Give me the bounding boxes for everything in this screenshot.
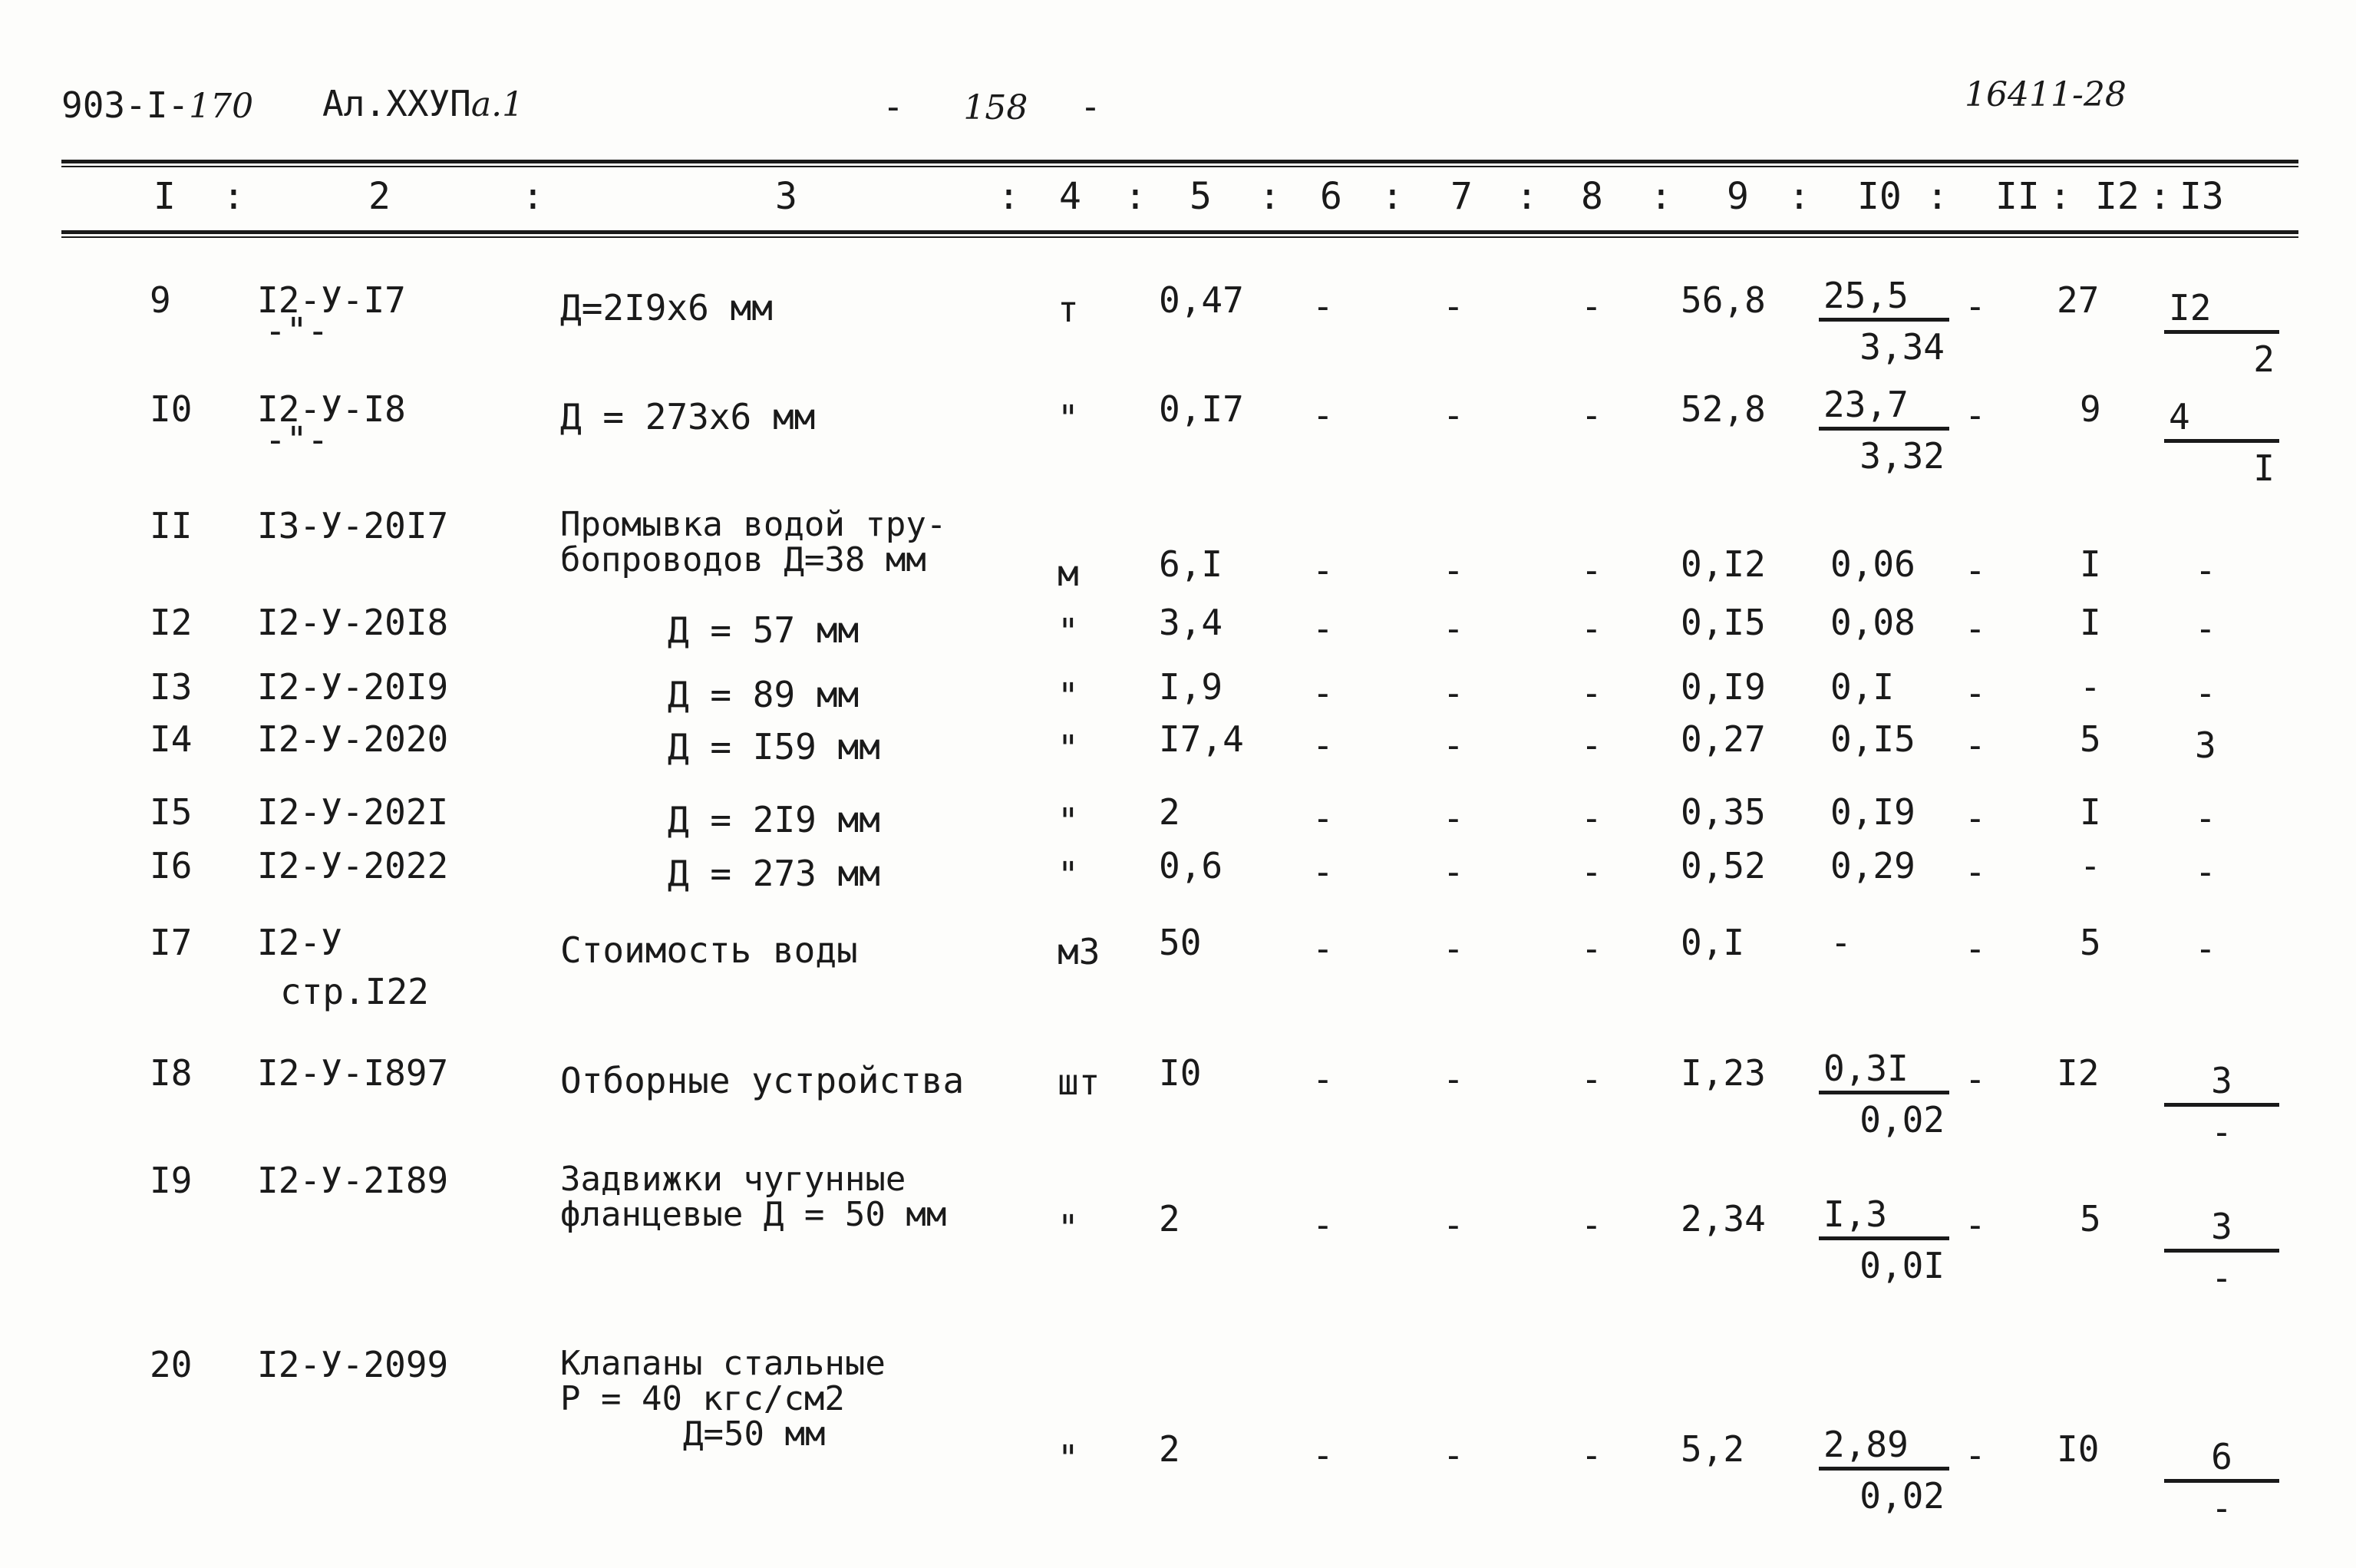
row-col10-fraction	[1819, 1193, 1949, 1286]
row-number: I8	[150, 1052, 193, 1094]
row-unit: "	[1058, 611, 1079, 652]
column-separator: :	[1926, 175, 1948, 218]
row-code: I2-У-20I8	[257, 602, 449, 643]
row-code: I2-У-I8	[257, 388, 406, 430]
row-unit: "	[1058, 1438, 1079, 1479]
row-col6: -	[1312, 928, 1334, 969]
top-rule-secondary	[61, 166, 2298, 167]
row-col10-fraction-denominator: 3,34	[1859, 326, 1945, 368]
row-col7: -	[1443, 550, 1464, 591]
row-col7: -	[1443, 608, 1464, 649]
column-header-1: I	[153, 175, 176, 218]
row-col10: 0,I9	[1830, 791, 1915, 833]
row-col10-fraction	[1819, 1424, 1949, 1517]
row-col11: -	[1965, 394, 1986, 436]
row-col8: -	[1581, 725, 1602, 766]
row-col12: -	[2080, 666, 2101, 708]
row-unit: м3	[1058, 931, 1100, 972]
row-description: Д=2I9х6 мм	[560, 287, 773, 328]
row-number: I2	[150, 602, 193, 643]
row-col7: -	[1443, 851, 1464, 893]
row-col6: -	[1312, 797, 1334, 839]
row-quantity: 3,4	[1159, 602, 1223, 643]
column-header-4: 4	[1059, 175, 1081, 218]
row-description: Отборные устройства	[560, 1060, 965, 1101]
row-code: I2-У-202I	[257, 791, 449, 833]
column-header-11: II	[1995, 175, 2040, 218]
column-separator: :	[1259, 175, 1281, 218]
row-col9: 56,8	[1681, 279, 1766, 321]
row-col13-fraction-denominator: -	[2211, 1111, 2232, 1153]
row-col13: -	[2195, 608, 2216, 649]
row-col13: -	[2195, 797, 2216, 839]
column-header-2: 2	[368, 175, 391, 218]
row-quantity: 50	[1159, 922, 1202, 963]
row-number: 9	[150, 279, 171, 321]
row-col9: 5,2	[1681, 1428, 1745, 1470]
row-col10-fraction-denominator: 0,0I	[1859, 1245, 1945, 1286]
row-col7: -	[1443, 672, 1464, 714]
top-rule	[61, 160, 2298, 163]
row-number: II	[150, 505, 193, 546]
row-col8: -	[1581, 286, 1602, 327]
row-col6: -	[1312, 1434, 1334, 1476]
row-col10-fraction-denominator: 0,02	[1859, 1099, 1945, 1141]
row-quantity: 2	[1159, 791, 1180, 833]
column-header-rule-secondary	[61, 236, 2298, 238]
row-unit: "	[1058, 398, 1079, 439]
row-description: Д = 57 мм	[668, 609, 860, 651]
row-col6: -	[1312, 550, 1334, 591]
row-number: I4	[150, 718, 193, 760]
row-col9: 0,I9	[1681, 666, 1766, 708]
column-separator: :	[522, 175, 544, 218]
row-unit: м	[1058, 553, 1079, 594]
column-separator: :	[1516, 175, 1538, 218]
row-description: Задвижки чугунные	[560, 1160, 906, 1199]
row-col10-fraction	[1819, 384, 1949, 477]
row-number: I3	[150, 666, 193, 708]
row-col13-fraction-denominator: I	[2253, 447, 2275, 489]
row-col10-fraction-numerator: 2,89	[1823, 1424, 1909, 1465]
row-col7: -	[1443, 797, 1464, 839]
row-code: I2-У-I7	[257, 279, 406, 321]
row-col9: 0,I	[1681, 922, 1745, 963]
row-quantity: I0	[1159, 1052, 1202, 1094]
row-col11: -	[1965, 1434, 1986, 1476]
row-col6: -	[1312, 725, 1334, 766]
page-number-handwritten: 158	[963, 88, 1028, 127]
row-col13-fraction-denominator: -	[2211, 1487, 2232, 1529]
row-description-line2: Р = 40 кгс/см2	[560, 1379, 845, 1418]
row-description: Д = 2I9 мм	[668, 799, 880, 840]
row-col13-fraction-numerator: 4	[2169, 396, 2190, 437]
column-separator: :	[1124, 175, 1147, 218]
row-col13-fraction-numerator: 3	[2211, 1060, 2232, 1101]
row-description: Д = 273 мм	[668, 853, 880, 894]
column-header-rule	[61, 230, 2298, 234]
row-col10-fraction	[1819, 275, 1949, 368]
row-col12: 5	[2080, 1198, 2101, 1240]
row-unit: т	[1058, 289, 1079, 330]
doc-number: 903-I-	[61, 84, 190, 126]
row-col6: -	[1312, 394, 1334, 436]
row-col13-fraction-numerator: I2	[2169, 287, 2212, 328]
column-header-12: I2	[2095, 175, 2140, 218]
row-col10: 0,I	[1830, 666, 1895, 708]
row-quantity: 0,6	[1159, 845, 1223, 886]
row-description: Промывка водой тру-	[560, 505, 947, 544]
row-col8: -	[1581, 1058, 1602, 1100]
row-col13-fraction-denominator: -	[2211, 1257, 2232, 1299]
column-separator: :	[998, 175, 1020, 218]
row-col13-fraction	[2164, 287, 2279, 380]
album-text: Ал.ХХУП	[322, 83, 471, 124]
row-col11: -	[1965, 1204, 1986, 1246]
row-col12: I2	[2057, 1052, 2100, 1094]
row-description: Д = I59 мм	[668, 726, 880, 767]
row-col7: -	[1443, 1058, 1464, 1100]
column-header-3: 3	[775, 175, 797, 218]
row-quantity: 2	[1159, 1198, 1180, 1240]
row-col10-fraction-numerator: 23,7	[1823, 384, 1909, 425]
column-header-6: 6	[1320, 175, 1342, 218]
row-code-ditto: стр.I22	[280, 971, 429, 1012]
row-description: Д = 273х6 мм	[560, 396, 816, 437]
row-col7: -	[1443, 1204, 1464, 1246]
row-col9: 0,I5	[1681, 602, 1766, 643]
row-unit: шт	[1058, 1061, 1100, 1103]
row-col10: 0,29	[1830, 845, 1915, 886]
row-description: Д = 89 мм	[668, 674, 860, 715]
row-col13-fraction-numerator: 6	[2211, 1436, 2232, 1477]
row-col11: -	[1965, 851, 1986, 893]
row-description: Стоимость воды	[560, 929, 858, 971]
row-col8: -	[1581, 550, 1602, 591]
row-description: Клапаны стальные	[560, 1344, 886, 1383]
row-col6: -	[1312, 851, 1334, 893]
row-col13-fraction	[2164, 1060, 2279, 1153]
row-col8: -	[1581, 672, 1602, 714]
row-col11: -	[1965, 928, 1986, 969]
column-separator: :	[2149, 175, 2171, 218]
row-quantity: 0,47	[1159, 279, 1244, 321]
row-col7: -	[1443, 1434, 1464, 1476]
row-unit: "	[1058, 801, 1079, 842]
row-code: I2-У-I897	[257, 1052, 449, 1094]
row-col10-fraction-numerator: I,3	[1823, 1193, 1888, 1235]
doc-number-handwritten: 170	[189, 87, 254, 126]
column-header-5: 5	[1190, 175, 1212, 218]
row-code-ditto: -"-	[265, 310, 329, 352]
row-col13-fraction-numerator: 3	[2211, 1206, 2232, 1247]
row-col8: -	[1581, 797, 1602, 839]
row-col13: -	[2195, 672, 2216, 714]
row-col13: -	[2195, 851, 2216, 893]
row-description-line3: Д=50 мм	[683, 1415, 826, 1454]
album-handwritten: а.1	[470, 85, 524, 124]
row-col6: -	[1312, 1058, 1334, 1100]
row-col13-fraction	[2164, 396, 2279, 489]
row-number: I0	[150, 388, 193, 430]
row-col9: 0,52	[1681, 845, 1766, 886]
row-col6: -	[1312, 672, 1334, 714]
column-header-8: 8	[1581, 175, 1603, 218]
row-col12: I	[2080, 602, 2101, 643]
row-code: I2-У-2099	[257, 1344, 449, 1385]
row-quantity: I,9	[1159, 666, 1223, 708]
row-col9: 52,8	[1681, 388, 1766, 430]
row-col13: 3	[2195, 725, 2216, 766]
row-col13: -	[2195, 550, 2216, 591]
column-header-7: 7	[1450, 175, 1473, 218]
row-col8: -	[1581, 928, 1602, 969]
row-quantity: 0,I7	[1159, 388, 1244, 430]
column-separator: :	[1650, 175, 1672, 218]
row-col9: I,23	[1681, 1052, 1766, 1094]
column-separator: :	[1381, 175, 1404, 218]
row-col13-fraction-denominator: 2	[2253, 338, 2275, 380]
row-col12: I	[2080, 543, 2101, 585]
row-col11: -	[1965, 725, 1986, 766]
row-col12: 27	[2057, 279, 2100, 321]
row-col10-fraction-denominator: 0,02	[1859, 1475, 1945, 1517]
row-number: I6	[150, 845, 193, 886]
row-col12: 5	[2080, 718, 2101, 760]
page-dash-left: -	[883, 86, 904, 127]
row-quantity: I7,4	[1159, 718, 1244, 760]
row-col12: I0	[2057, 1428, 2100, 1470]
row-number: I9	[150, 1160, 193, 1201]
row-col13: -	[2195, 928, 2216, 969]
row-col9: 2,34	[1681, 1198, 1766, 1240]
row-quantity: 2	[1159, 1428, 1180, 1470]
document-header	[61, 84, 253, 126]
row-col11: -	[1965, 672, 1986, 714]
row-code: I2-У-2022	[257, 845, 449, 886]
page-dash-right: -	[1080, 86, 1101, 127]
row-code: I2-У-20I9	[257, 666, 449, 708]
row-description-line2: фланцевые Д = 50 мм	[560, 1195, 947, 1234]
row-col12: -	[2080, 845, 2101, 886]
row-code: I2-У-2I89	[257, 1160, 449, 1201]
row-col8: -	[1581, 608, 1602, 649]
row-col8: -	[1581, 1434, 1602, 1476]
row-col7: -	[1443, 286, 1464, 327]
row-number: I5	[150, 791, 193, 833]
column-separator: :	[1788, 175, 1810, 218]
row-col7: -	[1443, 725, 1464, 766]
row-number: 20	[150, 1344, 193, 1385]
row-col8: -	[1581, 394, 1602, 436]
column-header-9: 9	[1727, 175, 1749, 218]
row-code-ditto: -"-	[265, 419, 329, 460]
row-col13-fraction	[2164, 1206, 2279, 1299]
album-label	[322, 83, 523, 124]
row-col9: 0,35	[1681, 791, 1766, 833]
row-col12: I	[2080, 791, 2101, 833]
row-number: I7	[150, 922, 193, 963]
row-code: I2-У-2020	[257, 718, 449, 760]
row-col11: -	[1965, 797, 1986, 839]
row-code: I2-У	[257, 922, 342, 963]
row-description-line2: бопроводов Д=38 мм	[560, 540, 926, 579]
column-separator: :	[223, 175, 245, 218]
row-unit: "	[1058, 728, 1079, 769]
row-col7: -	[1443, 928, 1464, 969]
row-col11: -	[1965, 286, 1986, 327]
row-unit: "	[1058, 1207, 1079, 1249]
row-col10: 0,08	[1830, 602, 1915, 643]
row-col9: 0,I2	[1681, 543, 1766, 585]
row-col10-fraction-numerator: 0,3I	[1823, 1048, 1909, 1089]
row-col10-fraction-numerator: 25,5	[1823, 275, 1909, 316]
row-col7: -	[1443, 394, 1464, 436]
row-col10: -	[1830, 922, 1852, 963]
row-col10: 0,I5	[1830, 718, 1915, 760]
row-unit: "	[1058, 675, 1079, 717]
row-col9: 0,27	[1681, 718, 1766, 760]
corner-stamp-handwritten: 16411-28	[1965, 75, 2127, 114]
column-header-13: I3	[2179, 175, 2224, 218]
row-col6: -	[1312, 286, 1334, 327]
row-col11: -	[1965, 1058, 1986, 1100]
row-code: I3-У-20I7	[257, 505, 449, 546]
row-col6: -	[1312, 608, 1334, 649]
row-col10: 0,06	[1830, 543, 1915, 585]
column-header-10: I0	[1857, 175, 1902, 218]
row-col10-fraction-denominator: 3,32	[1859, 435, 1945, 477]
row-col8: -	[1581, 1204, 1602, 1246]
row-unit: "	[1058, 854, 1079, 896]
page-number	[883, 86, 1101, 127]
row-col13-fraction	[2164, 1436, 2279, 1529]
row-col10-fraction	[1819, 1048, 1949, 1141]
row-col12: 5	[2080, 922, 2101, 963]
row-col12: 9	[2080, 388, 2101, 430]
column-separator: :	[2049, 175, 2071, 218]
row-col11: -	[1965, 550, 1986, 591]
row-col11: -	[1965, 608, 1986, 649]
row-col6: -	[1312, 1204, 1334, 1246]
row-col8: -	[1581, 851, 1602, 893]
row-quantity: 6,I	[1159, 543, 1223, 585]
